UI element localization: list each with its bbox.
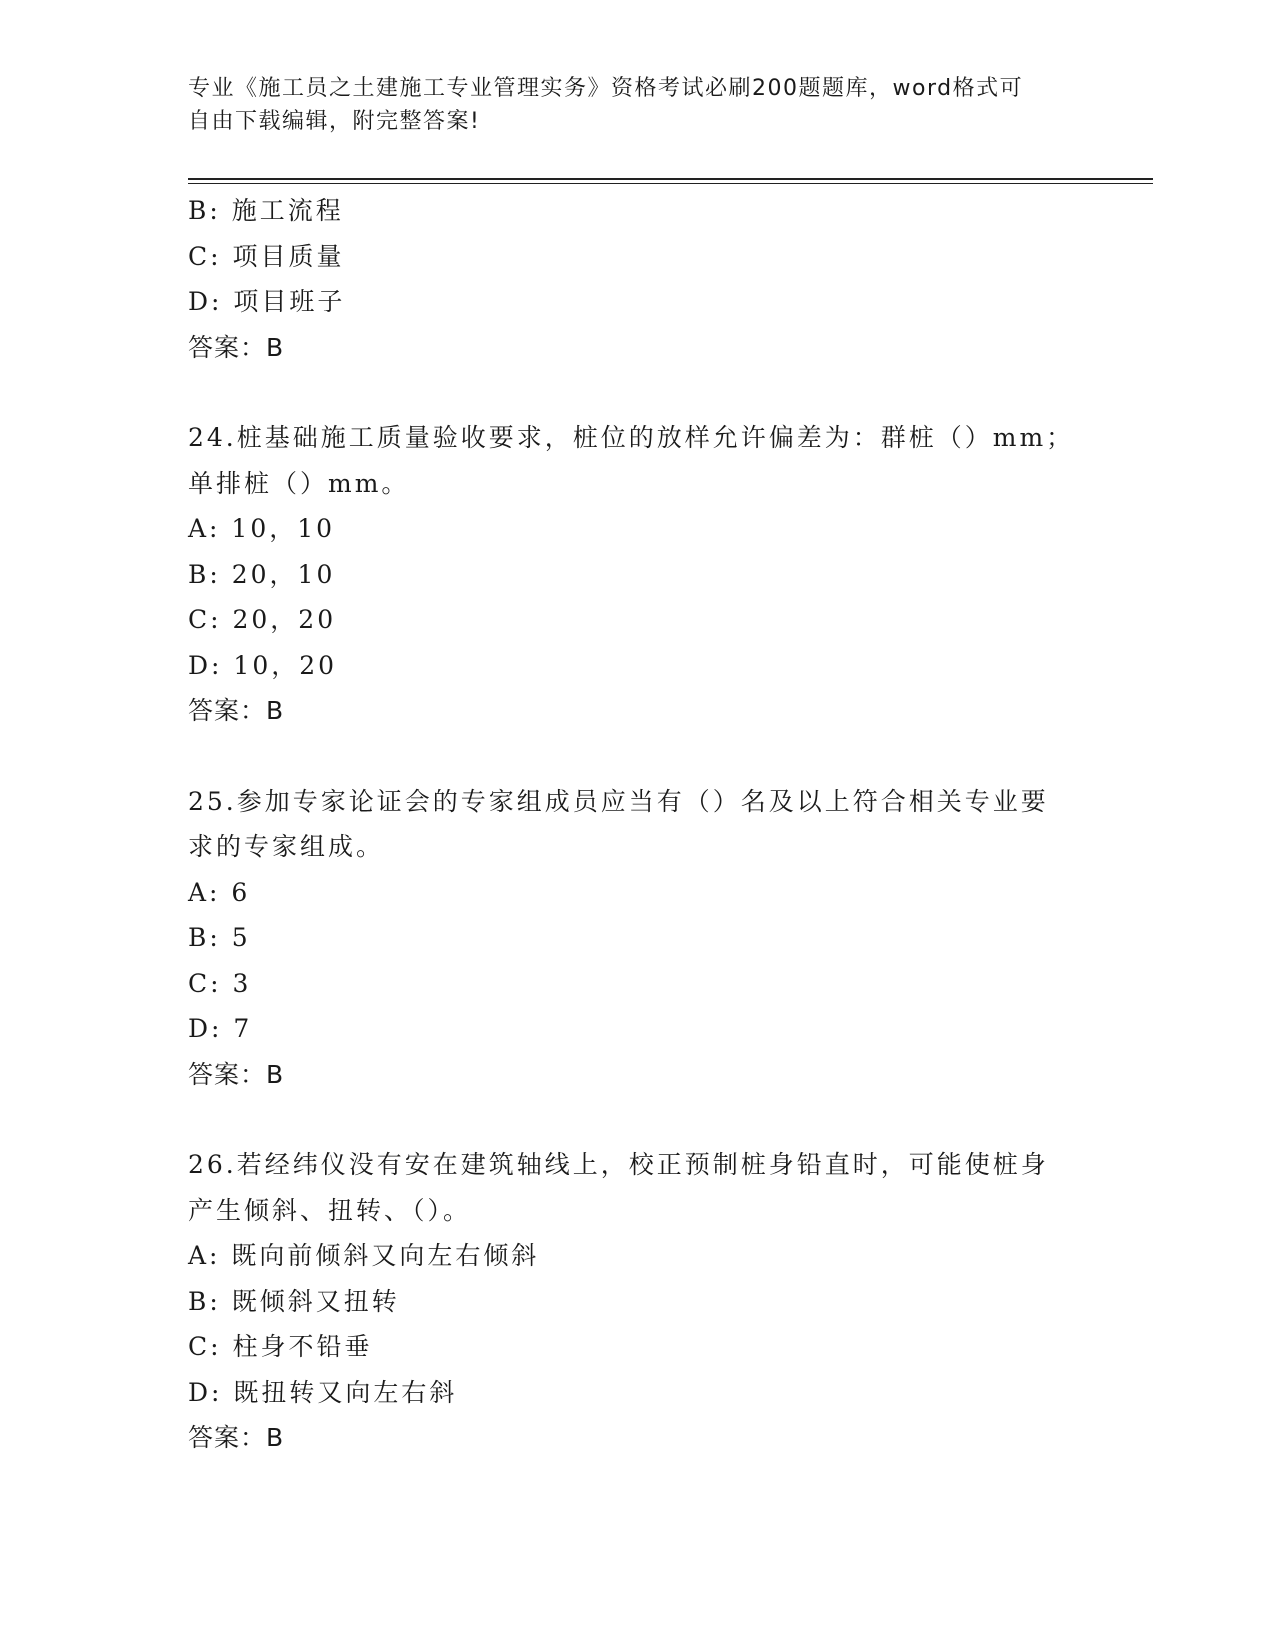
answer-label: 答案：B	[188, 1059, 285, 1089]
header-divider-thick	[188, 178, 1153, 180]
option-d: D: 7	[188, 1014, 253, 1043]
question-content	[188, 188, 1088, 1461]
question-stem-continued: 单排桩（）mm。	[188, 468, 410, 498]
option-b: B: 20，10	[188, 559, 336, 589]
question-block-25	[188, 779, 1088, 1098]
option-b: B: 5	[188, 923, 251, 952]
option-d: D: 项目班子	[188, 287, 346, 316]
question-block-24	[188, 415, 1088, 734]
question-block-23	[188, 188, 1088, 370]
option-c: C: 项目质量	[188, 241, 345, 271]
option-b: B: 施工流程	[188, 196, 344, 225]
option-a: A: 6	[188, 877, 251, 907]
header-line-2: 自由下载编辑，附完整答案!	[188, 109, 481, 134]
answer-label: 答案：B	[188, 1423, 285, 1452]
answer-label: 答案：B	[188, 332, 285, 362]
document-header	[188, 72, 1068, 138]
question-block-26	[188, 1142, 1088, 1461]
option-a: A: 10，10	[188, 514, 336, 543]
question-stem-continued: 产生倾斜、扭转、（）。	[188, 1195, 472, 1225]
spacer	[188, 734, 1088, 779]
spacer	[188, 370, 1088, 415]
question-stem: 25.参加专家论证会的专家组成员应当有（）名及以上符合相关专业要	[188, 786, 1049, 816]
spacer	[188, 1097, 1088, 1142]
question-stem: 24.桩基础施工质量验收要求，桩位的放样允许偏差为：群桩（）mm；	[188, 423, 1075, 452]
answer-label: 答案：B	[188, 696, 285, 725]
question-stem-continued: 求的专家组成。	[188, 832, 385, 861]
option-d: D: 10，20	[188, 650, 338, 680]
option-c: C: 柱身不铅垂	[188, 1332, 373, 1361]
option-c: C: 3	[188, 968, 252, 998]
header-divider-thin	[188, 183, 1153, 184]
header-line-1: 专业《施工员之土建施工专业管理实务》资格考试必刷200题题库，word格式可	[188, 76, 1024, 101]
option-c: C: 20，20	[188, 605, 337, 634]
question-stem: 26.若经纬仪没有安在建筑轴线上，校正预制桩身铅直时，可能使桩身	[188, 1150, 1049, 1179]
option-a: A: 既向前倾斜又向左右倾斜	[188, 1241, 540, 1270]
option-d: D: 既扭转又向左右斜	[188, 1377, 458, 1407]
option-b: B: 既倾斜又扭转	[188, 1286, 400, 1316]
